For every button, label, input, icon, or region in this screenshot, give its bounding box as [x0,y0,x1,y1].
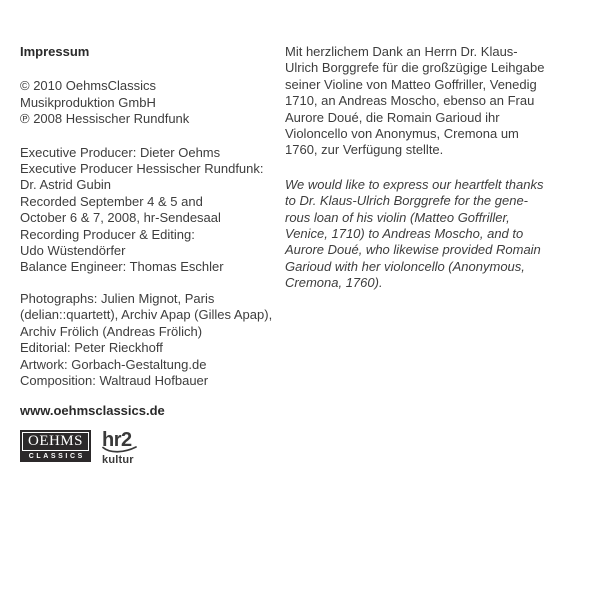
text-line: Archiv Frölich (Andreas Frölich) [20,323,203,339]
impressum-heading: Impressum [20,44,90,59]
text-line: (delian::quartett), Archiv Apap (Gilles Apap), [20,307,273,323]
text-line: Garioud with her violoncello (Anonymous, [285,258,525,274]
text-line: October 6 & 7, 2008, hr-Sendesaal [20,210,221,226]
text-line: Composition: Waltraud Hofbauer [20,372,209,388]
website-url: www.oehmsclassics.de [20,403,165,419]
text-line: Executive Producer Hessischer Rundfunk: [20,161,264,177]
production-block [20,291,275,389]
text-line: Editorial: Peter Rieckhoff [20,340,163,356]
copyright-block [20,78,275,127]
text-line: 1760, zur Verfügung stellte. [285,142,444,158]
text-line: Musikproduktion GmbH [20,94,156,110]
hr2-wordmark: hr2 [102,428,132,451]
english-thanks-paragraph [285,177,585,292]
credits-block [20,145,275,276]
text-line: Aurore Doué, die Romain Garioud ihr [285,109,500,125]
oehms-wordmark: OEHMS [22,432,89,451]
text-line: © 2010 OehmsClassics [20,78,157,94]
text-line: Artwork: Gorbach-Gestaltung.de [20,356,207,372]
text-line: Recording Producer & Editing: [20,226,195,242]
right-column [285,44,585,292]
text-line: Dr. Astrid Gubin [20,177,112,193]
text-line: Aurore Doué, who likewise provided Romain [285,242,541,258]
text-line: Executive Producer: Dieter Oehms [20,144,221,160]
text-line: Udo Wüstendörfer [20,243,126,259]
text-line: ℗ 2008 Hessischer Rundfunk [20,111,190,127]
text-line: Cremona, 1760). [285,275,383,291]
oehms-classics-label: CLASSICS [28,452,85,460]
text-line: Photographs: Julien Mignot, Paris [20,290,215,306]
text-line: seiner Violine von Matteo Goffriller, Venedig [285,76,537,92]
german-thanks-paragraph [285,44,585,159]
text-line: Balance Engineer: Thomas Eschler [20,259,224,275]
left-column [20,44,275,467]
text-line: Recorded September 4 & 5 and [20,193,203,209]
hr2-kultur-logo [102,430,138,467]
logo-row [20,430,275,467]
text-line: We would like to express our heartfelt thanks [285,176,544,192]
text-line: Venice, 1710) to Andreas Moscho, and to [285,226,524,242]
text-line: 1710, an Andreas Moscho, ebenso an Frau [285,93,535,109]
text-line: rous loan of his violin (Matteo Goffriller, [285,209,510,225]
text-line: to Dr. Klaus-Ulrich Borggrefe for the gene- [285,193,529,209]
oehms-classics-logo [20,430,91,462]
text-line: Ulrich Borggrefe für die großzügige Leihgabe [285,60,545,76]
text-line: Mit herzlichem Dank an Herrn Dr. Klaus- [285,44,518,59]
text-line: Violoncello von Anonymus, Cremona um [285,126,519,142]
hr2-kultur-label: kultur [102,453,134,466]
